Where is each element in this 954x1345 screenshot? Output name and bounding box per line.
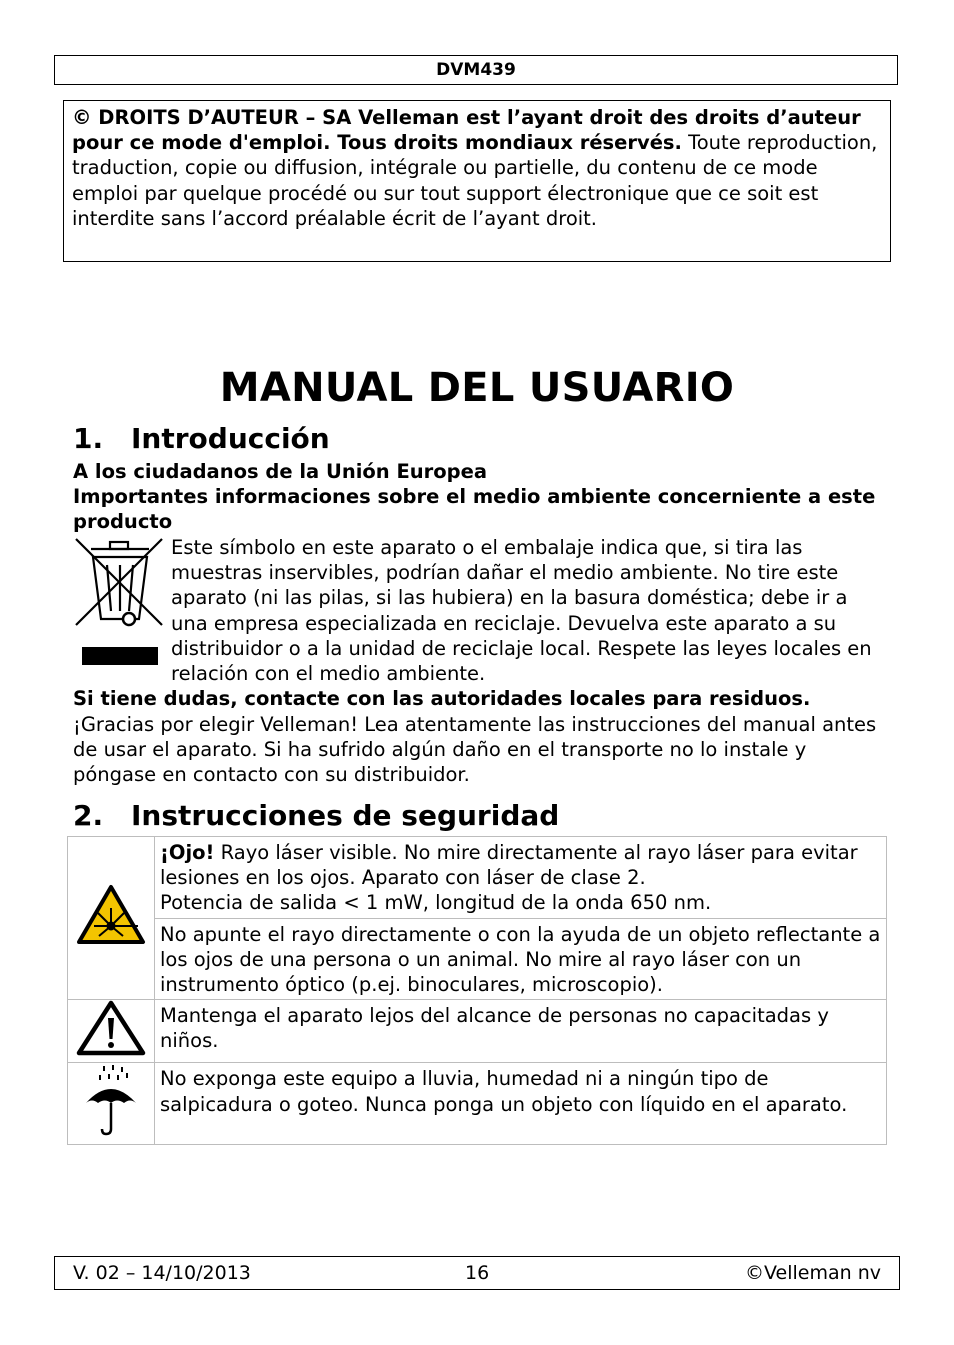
moisture-warning-text: No exponga este equipo a lluvia, humedad ni a ningún tipo de salpicadura o goteo. Nunca ponga un objeto con líquido en el aparato. bbox=[155, 1063, 887, 1144]
copyright-heading: © DROITS D’AUTEUR – SA Velleman est l’ayant droit des droits d’auteur pour ce mode d'emploi. Tous droits mondiaux réservés. bbox=[72, 106, 861, 155]
laser-power-spec: Potencia de salida < 1 mW, longitud de la onda 650 nm. bbox=[160, 891, 712, 915]
icon-cell bbox=[68, 837, 155, 1000]
thanks-paragraph: ¡Gracias por elegir Velleman! Lea atentamente las instrucciones del manual antes de usar el aparato. Si ha sufrido algún daño en el transporte no lo instale y póngase en contacto con su distribuidor. bbox=[73, 713, 877, 787]
laser-warning-body: Rayo láser visible. No mire directamente al rayo láser para evitar lesiones en los ojos. Aparato con láser de clase 2. bbox=[160, 841, 858, 890]
weee-bin-icon bbox=[73, 535, 165, 670]
footer-copyright: ©Velleman nv bbox=[745, 1262, 881, 1284]
laser-warning-text bbox=[155, 837, 887, 919]
weee-description: Este símbolo en este aparato o el embalaje indica que, si tira las muestras inservibles, podrían dañar el medio ambiente. No tire este aparato (ni las pilas, si las hubiera) en la basura doméstica; debe ir a una empresa especializada en reciclaje. Devuelva este aparato a su distribuidor o a la unidad de reciclaje local. Respete las leyes locales en relación con el medio ambiente. bbox=[171, 536, 872, 686]
page-number: 16 bbox=[465, 1262, 490, 1284]
icon-cell bbox=[68, 1000, 155, 1063]
page-header bbox=[54, 55, 898, 85]
contact-authorities-note: Si tiene dudas, contacte con las autoridades locales para residuos. bbox=[73, 687, 811, 710]
section-title: Instrucciones de seguridad bbox=[131, 799, 560, 832]
table-row bbox=[68, 1000, 887, 1063]
model-name: DVM439 bbox=[436, 60, 516, 80]
warning-label: ¡Ojo! bbox=[160, 841, 215, 864]
table-row bbox=[68, 1063, 887, 1144]
copyright-body: Toute reproduction, traduction, copie ou diffusion, intégrale ou partielle, du contenu de ce mode emploi par quelque procédé ou sur tout support électronique que ce soit est interdite sans l’accord préalable écrit de l’ayant droit. bbox=[72, 131, 878, 230]
page-footer bbox=[54, 1256, 900, 1290]
section-number: 1. bbox=[73, 422, 104, 455]
page-title: MANUAL DEL USUARIO bbox=[219, 365, 735, 411]
section-1-heading bbox=[73, 422, 330, 456]
section-2-heading bbox=[73, 799, 559, 833]
section-title: Introducción bbox=[131, 422, 330, 455]
table-row bbox=[68, 837, 887, 919]
general-warning-icon bbox=[76, 1000, 146, 1056]
safety-table bbox=[67, 836, 887, 1145]
section-number: 2. bbox=[73, 799, 104, 832]
keep-away-text: Mantenga el aparato lejos del alcance de personas no capacitadas y niños. bbox=[155, 1000, 887, 1063]
version-date: V. 02 – 14/10/2013 bbox=[73, 1262, 251, 1284]
laser-warning-icon bbox=[76, 884, 146, 946]
laser-aim-warning-text: No apunte el rayo directamente o con la ayuda de un objeto reflectante a los ojos de una persona o un animal. No mire al rayo láser con un instrumento óptico (p.ej. binoculares, microscopio). bbox=[155, 918, 887, 1000]
eu-citizens-subheading: A los ciudadanos de la Unión Europea bbox=[73, 460, 488, 483]
keep-dry-icon bbox=[81, 1063, 141, 1137]
copyright-notice bbox=[63, 100, 891, 262]
table-row bbox=[68, 918, 887, 1000]
icon-cell bbox=[68, 1063, 155, 1144]
environment-subheading: Importantes informaciones sobre el medio ambiente concerniente a este producto bbox=[73, 485, 876, 534]
